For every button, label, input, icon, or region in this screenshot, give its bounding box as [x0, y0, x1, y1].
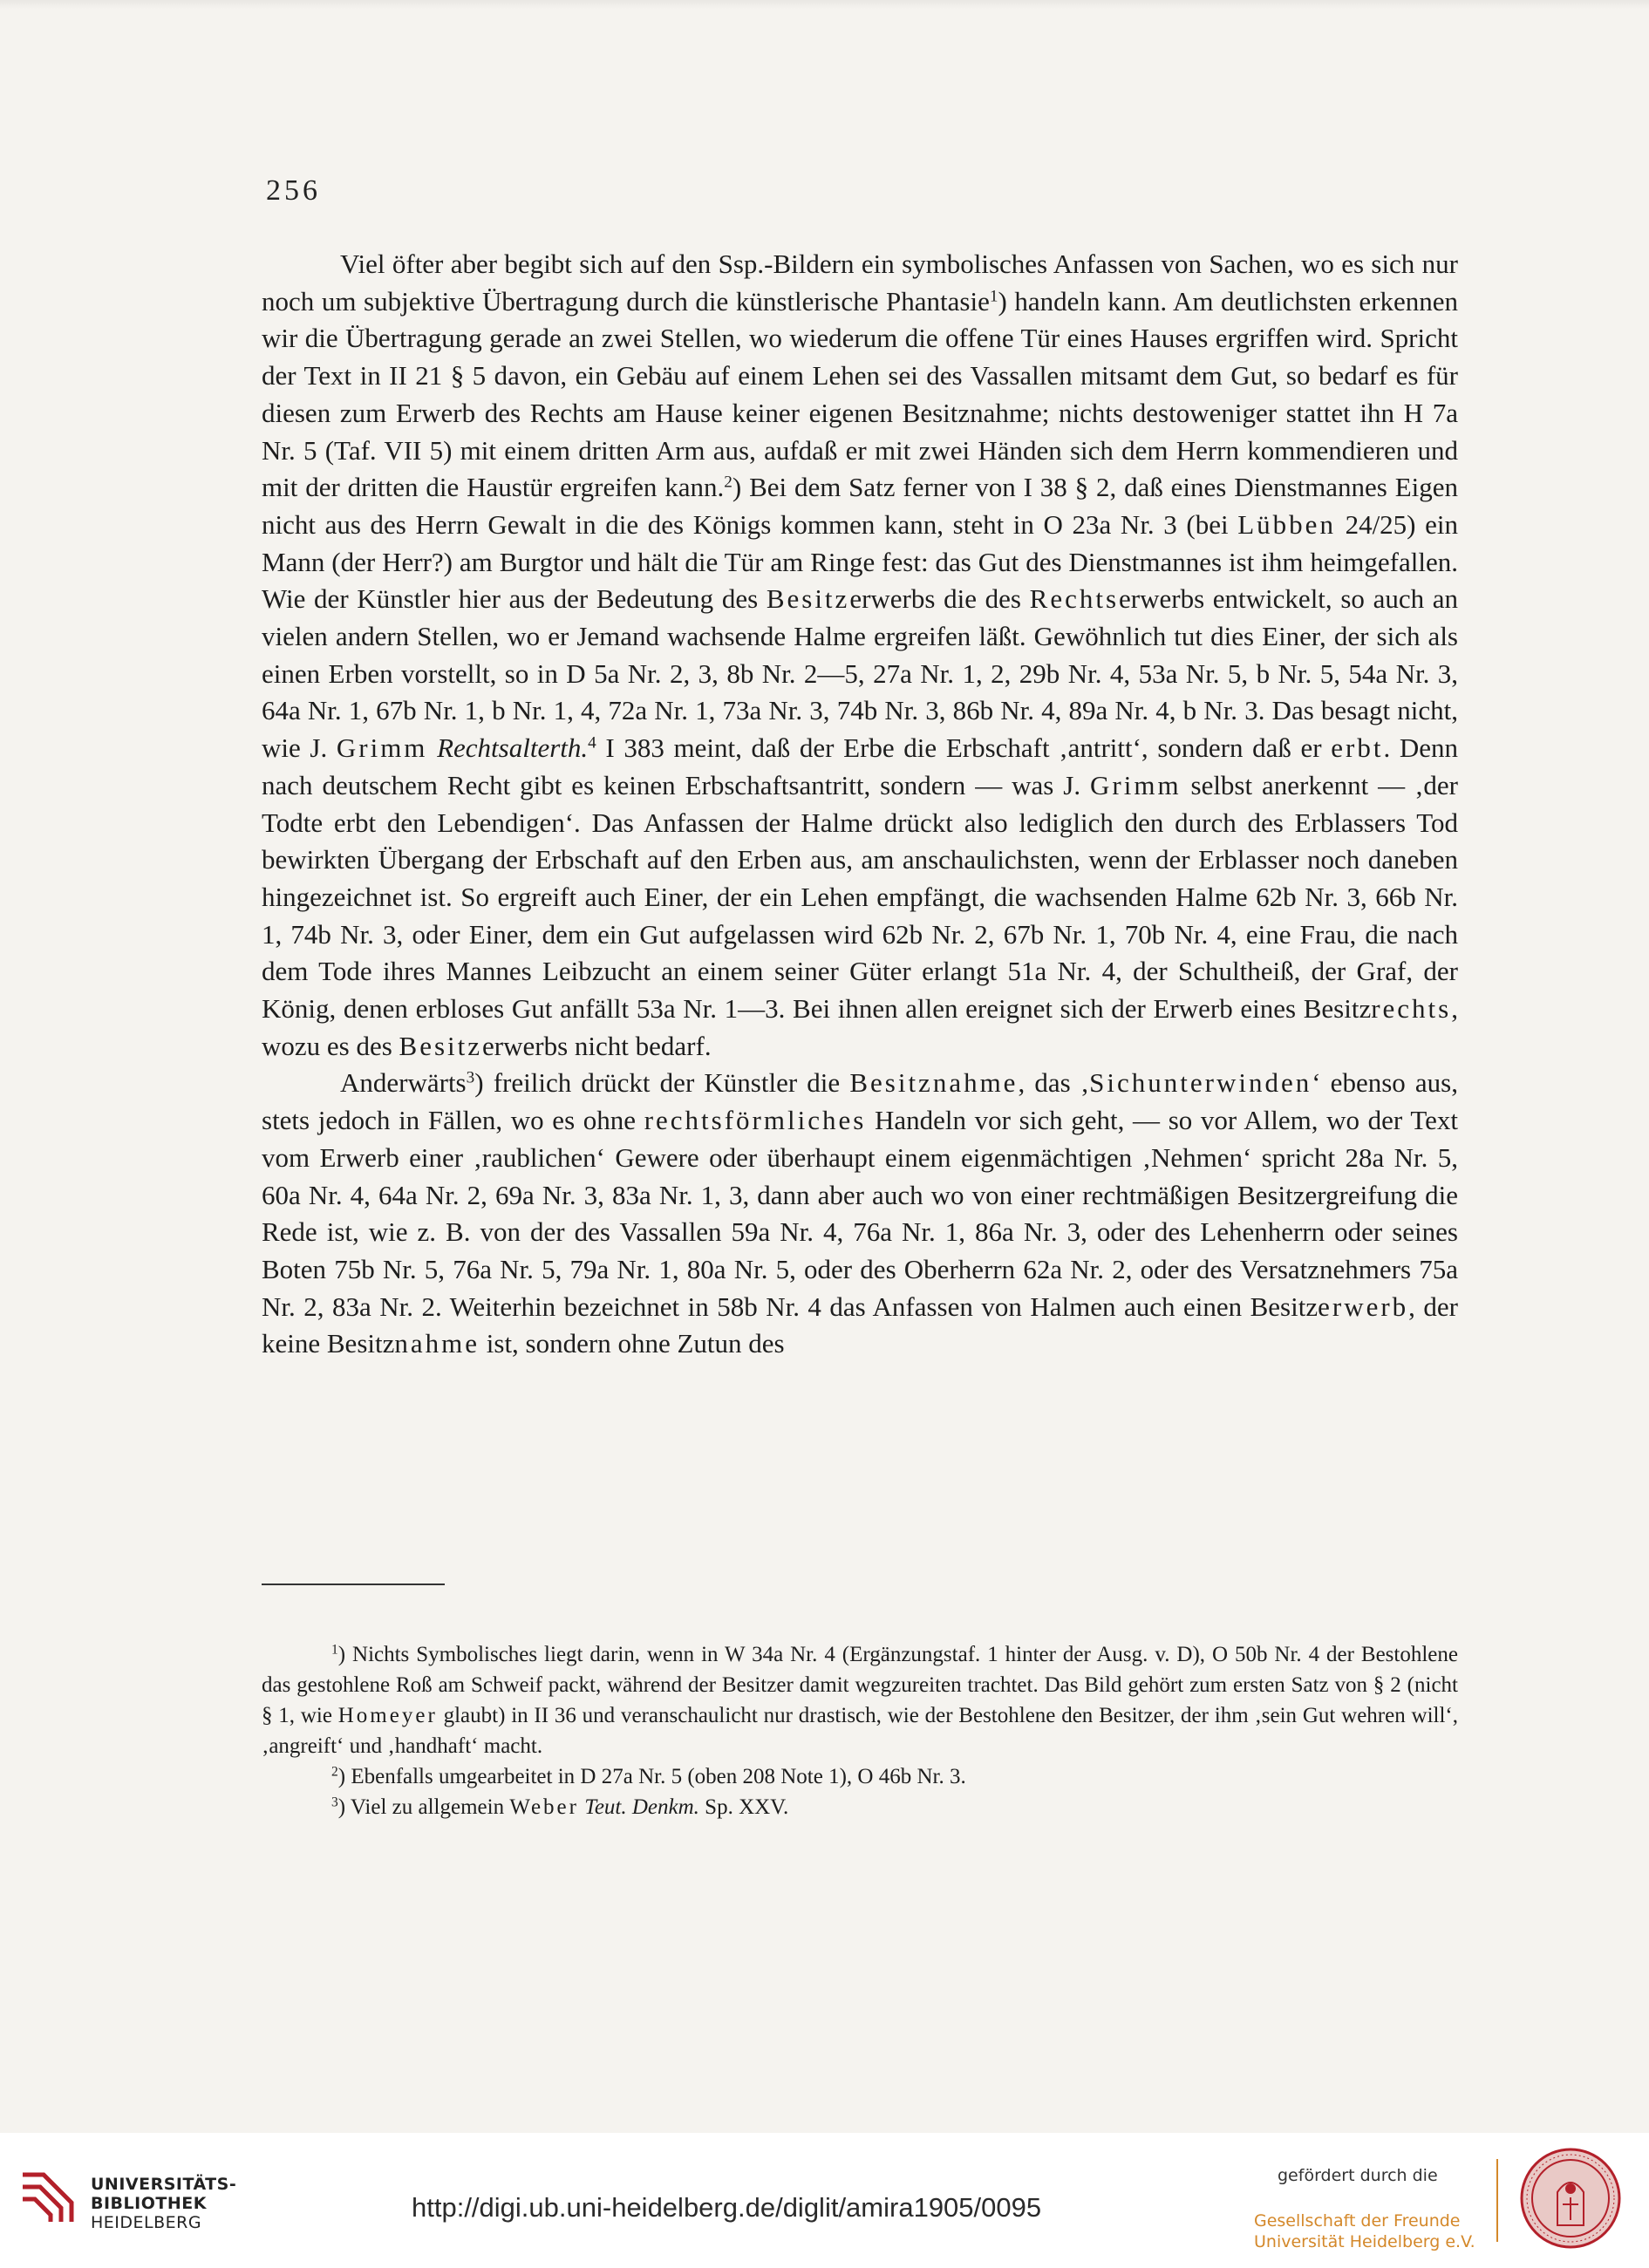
- text-run: rechts: [1371, 993, 1452, 1025]
- footnote-marker: 1: [989, 287, 998, 306]
- footnote-marker: 1: [331, 1642, 338, 1658]
- footnote-marker: 4: [588, 733, 596, 753]
- footnote-marker: 2: [724, 473, 733, 492]
- footnote: [262, 1639, 1458, 1761]
- text-run: ) Nichts Symbolisches liegt darin, wenn in W 34a Nr. 4 (Ergänzungstaf. 1 hinter der Ausg. v. D), O 50b Nr. 4 der Bestohlene das gestohlene Roß am Schweif packt, während der Besitzer damit wegzureiten trachtet. Das Bild gehört zum ersten Satz von § 2 (nicht § 1, wie: [262, 1643, 1458, 1727]
- permalink-url[interactable]: http://digi.ub.uni-heidelberg.de/diglit/amira1905/0095: [412, 2192, 1042, 2223]
- text-run: ‘ ebenso aus, stets jedoch in Fällen, wo es ohne: [262, 1067, 1458, 1136]
- sponsor-name-line2: Universität Heidelberg e.V.: [1254, 2232, 1475, 2251]
- footer-bar: [0, 2133, 1649, 2268]
- text-run: Besitznahme: [849, 1067, 1019, 1099]
- text-run: Grimm: [1090, 769, 1182, 800]
- text-run: Grimm: [336, 732, 428, 764]
- text-run: , wozu es des: [262, 993, 1458, 1061]
- text-run: ist, sondern ohne Zutun des: [480, 1328, 785, 1359]
- page-number: 256: [266, 174, 321, 207]
- body-text: [262, 246, 1458, 1363]
- footnotes: [262, 1639, 1458, 1822]
- footer-divider: [1496, 2159, 1498, 2242]
- text-run: erwerbs nicht bedarf.: [482, 1030, 712, 1061]
- scan-edge: [0, 0, 1649, 9]
- library-logo-icon: [17, 2166, 78, 2227]
- text-run: Lübben: [1237, 508, 1336, 540]
- text-run: ) Bei dem Satz ferner von I 38 § 2, daß eines Dienstmannes Eigen nicht aus des Herrn Gewalt in die des Königs kommen kann, steht in O 23a Nr. 3 (bei: [262, 472, 1459, 540]
- text-run: Rechtsalterth.: [437, 732, 589, 764]
- paragraph: [262, 246, 1458, 1065]
- footnote-rule: [262, 1584, 445, 1585]
- text-run: Besitz: [399, 1030, 483, 1061]
- text-run: Viel öfter aber begibt sich auf den Ssp.-Bildern ein symbolisches Anfassen von Sachen, wo es sich nur noch um subjektive Übertragung durch die künstlerische Phantasie: [262, 249, 1458, 317]
- text-run: I 383 meint, daß der Erbe die Erbschaft ‚antritt‘, sondern daß er: [596, 732, 1332, 764]
- text-run: , das ‚: [1018, 1067, 1090, 1099]
- text-run: glaubt) in II 36 und veranschaulicht nur drastisch, wie der Bestohlene den Besitzer, der ihm ‚sein Gut wehren will‘, ‚angreift‘ und ‚handhaft‘ macht.: [262, 1704, 1458, 1758]
- text-run: , der keine Besitz: [262, 1291, 1458, 1359]
- footnote: [262, 1761, 1458, 1792]
- text-run: erwerbs die des: [849, 583, 1030, 615]
- text-run: Handeln vor sich geht, — so vor Allem, wo der Text vom Erwerb einer ‚raublichen‘ Gewere oder überhaupt einem eigenmächtigen ‚Nehmen‘ spricht 28a Nr. 5, 60a Nr. 4, 64a Nr. 2, 69a Nr. 3, 83a Nr. 1, 3, dann aber auch wo von einer rechtmäßigen Besitzergreifung die Rede ist, wie z. B. von der des Vassallen 59a Nr. 4, 76a Nr. 1, 86a Nr. 3, oder des Lehenherrn oder seines Boten 75b Nr. 5, 76a Nr. 5, 79a Nr. 1, 80a Nr. 5, oder des Oberherrn 62a Nr. 2, oder des Versatznehmers 75a Nr. 2, 83a Nr. 2. Weiterhin bezeichnet in 58b Nr. 4 das Anfassen von Halmen auch einen Besitz: [262, 1105, 1458, 1322]
- text-run: Rechts: [1029, 583, 1120, 615]
- text-run: erwerb: [1318, 1291, 1409, 1322]
- text-run: Anderwärts: [340, 1067, 467, 1099]
- text-run: ) Viel zu allgemein: [337, 1795, 510, 1819]
- text-run: Besitz: [766, 583, 850, 615]
- text-run: Teut. Denkm.: [584, 1795, 699, 1819]
- text-run: erwerbs entwickelt, so auch an vielen andern Stellen, wo er Jemand wachsende Halme ergreifen läßt. Gewöhnlich tut dies Einer, der sich als einen Erben vorstellt, so in D 5a Nr. 2, 3, 8b Nr. 2—5, 27a Nr. 1, 2, 29b Nr. 4, 53a Nr. 5, b Nr. 5, 54a Nr. 3, 64a Nr. 1, 67b Nr. 1, b Nr. 1, 4, 72a Nr. 1, 73a Nr. 3, 74b Nr. 3, 86b Nr. 4, 89a Nr. 4, b Nr. 3. Das besagt nicht, wie J.: [262, 583, 1459, 764]
- text-run: rechtsförmliches: [644, 1105, 867, 1136]
- text-run: erbt: [1331, 732, 1384, 764]
- sponsor-name-line1: Gesellschaft der Freunde: [1254, 2211, 1461, 2231]
- text-run: Weber: [509, 1795, 579, 1819]
- text-run: nahme: [394, 1328, 480, 1359]
- university-seal-icon: [1519, 2147, 1622, 2250]
- sponsor-label: gefördert durch die: [1278, 2166, 1438, 2185]
- text-run: ) freilich drückt der Künstler die: [474, 1067, 850, 1099]
- text-run: . Denn nach deutschem Recht gibt es keinen Erbschaftsantritt, sondern — was J.: [262, 732, 1458, 800]
- footnote-marker: 2: [331, 1764, 338, 1780]
- footnote-marker: 3: [331, 1795, 338, 1810]
- library-name-line1: UNIVERSITÄTS-: [91, 2175, 237, 2194]
- text-run: Homeyer: [337, 1704, 438, 1727]
- text-run: Sichunterwinden: [1089, 1067, 1312, 1099]
- text-run: [427, 732, 437, 763]
- text-run: ) Ebenfalls umgearbeitet in D 27a Nr. 5 (oben 208 Note 1), O 46b Nr. 3.: [337, 1765, 966, 1788]
- text-run: 24/25) ein Mann (der Herr?) am Burgtor und hält die Tür am Ringe fest: das Gut des Dienstmannes ist ihm heimgefallen. Wie der Künstler hier aus der Bedeutung des: [262, 508, 1459, 615]
- paragraph: [262, 1065, 1458, 1363]
- footnote: [262, 1792, 1458, 1822]
- footnote-marker: 3: [466, 1068, 475, 1087]
- text-run: ) handeln kann. Am deutlichsten erkennen wir die Übertragung gerade an zwei Stellen, wo wiederum die offene Tür eines Hauses ergriffen wird. Spricht der Text in II 21 § 5 davon, ein Gebäu auf einem Lehen sei des Vassallen mitsamt dem Gut, so bedarf es für diesen zum Erwerb des Rechts am Hause keiner eigenen Besitznahme; nichts destoweniger stattet ihn H 7a Nr. 5 (Taf. VII 5) mit einem dritten Arm aus, aufdaß er mit zwei Händen sich dem Herrn kommendieren und mit der dritten die Haustür ergreifen kann.: [262, 285, 1458, 503]
- library-name-line2: BIBLIOTHEK: [91, 2194, 207, 2213]
- library-name-line3: HEIDELBERG: [91, 2213, 202, 2232]
- text-run: selbst anerkennt — ‚der Todte erbt den Lebendigen‘. Das Anfassen der Halme drückt also lediglich den durch des Erblassers Tod bewirkten Übergang der Erbschaft auf den Erben aus, am anschaulichsten, wenn der Erblasser noch daneben hingezeichnet ist. So ergreift auch Einer, der ein Lehen empfängt, die wachsenden Halme 62b Nr. 3, 66b Nr. 1, 74b Nr. 3, oder Einer, dem ein Gut aufgelassen wird 62b Nr. 2, 67b Nr. 1, 70b Nr. 4, eine Frau, die nach dem Tode ihres Mannes Leibzucht an einem seiner Güter erlangt 51a Nr. 4, der Schultheiß, der Graf, der König, denen erbloses Gut anfällt 53a Nr. 1—3. Bei ihnen allen ereignet sich der Erwerb eines Besitz: [262, 769, 1458, 1025]
- text-run: Sp. XXV.: [698, 1795, 789, 1819]
